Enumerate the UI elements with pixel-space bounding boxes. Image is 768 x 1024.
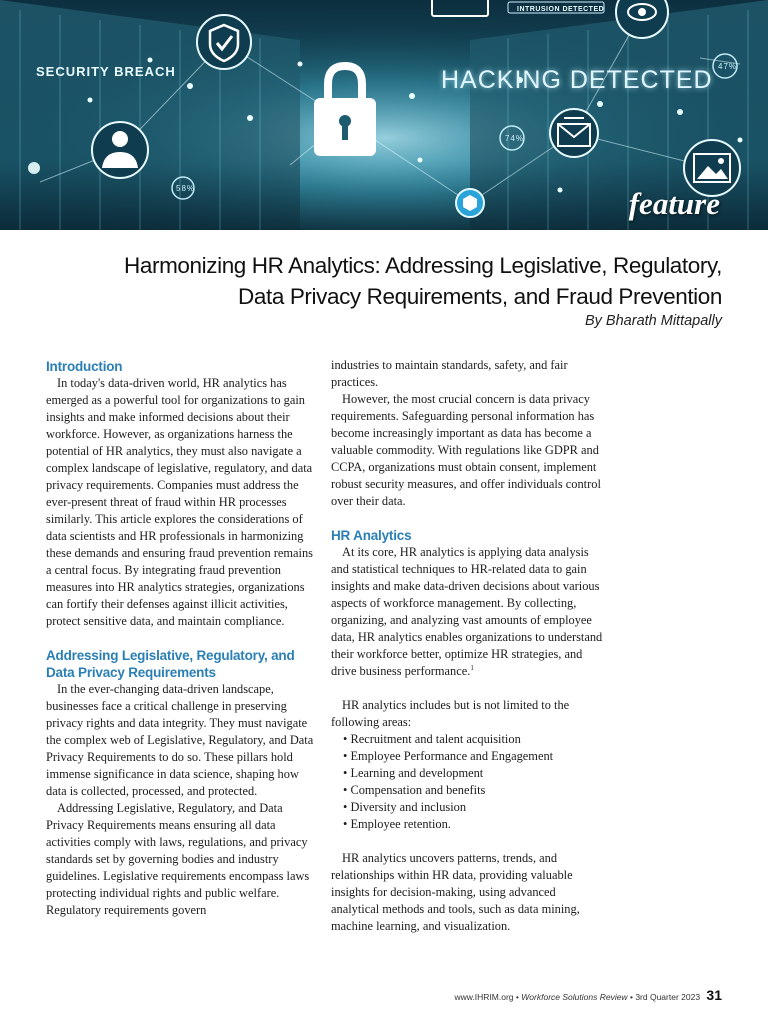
body-paragraph: However, the most crucial concern is data privacy requirements. Safeguarding personal information has become increasingly important as data has become a valuable commodity. With regulations like GDPR and CCPA, organizations must obtain consent, implement robust security measures, and offer individuals control over their data. xyxy=(331,392,601,508)
user-icon xyxy=(92,122,148,178)
article-byline: By Bharath Mittapally xyxy=(584,313,722,329)
section-label: feature xyxy=(628,186,720,221)
list-item: • Recruitment and talent acquisition xyxy=(343,731,606,748)
right-column xyxy=(331,357,606,935)
page-footer xyxy=(455,987,723,1003)
body-paragraph: Addressing Legislative, Regulatory, and Data Privacy Requirements means ensuring all data activities comply with laws, regulations, and privacy standards set by governing bodies and industry guidelines. Legislative requirements encompass laws protecting individual rights and public welfare. Regulatory requirements govern xyxy=(46,801,310,917)
intrusion-detected-label: INTRUSION DETECTED xyxy=(517,6,605,13)
footer-bullet: • xyxy=(629,992,633,1002)
section-heading-introduction: Introduction xyxy=(46,359,123,374)
list-item: • Diversity and inclusion xyxy=(343,799,606,816)
article-title-line: Harmonizing HR Analytics: Addressing Legislative, Regulatory, xyxy=(124,253,722,278)
body-paragraph: In the ever-changing data-driven landscape, businesses face a critical challenge in preserving privacy rights and data integrity. They must navigate the complex web of Legislative, Regulatory, and Data Privacy Requirements to do so. These pillars hold immense significance in data science, shaping how data is collected, processed, and protected. xyxy=(46,682,314,798)
shield-icon xyxy=(197,15,251,69)
list-item: • Learning and development xyxy=(343,765,606,782)
footer-bullet: • xyxy=(515,992,519,1002)
footnote-ref: 1 xyxy=(470,663,474,672)
body-paragraph: In today's data-driven world, HR analytics has emerged as a powerful tool for organizations to gain insights and make informed decisions about their workforce. However, as organizations harness the potential of HR analytics, they must also navigate a complex landscape of legislative, regulatory, and data privacy requirements. Companies must address the ever-present threat of fraud within HR processes similarly. This article explores the considerations of data scientists and HR professionals in harmonizing these demands and ensuring fraud prevention remains a central focus. By integrating fraud prevention measures into HR analytics strategies, organizations can fortify their defenses against illicit activities, protect sensitive data, and maintain compliance. xyxy=(46,376,314,628)
body-text: At its core, HR analytics is applying data analysis and statistical techniques to HR-related data to gain insights and make data-driven decisions about various aspects of workforce management. By collecting, organizing, and analyzing vast amounts of employee data, HR analytics enables organizations to understand their workforce better, optimize HR strategies, and drive business performance. xyxy=(331,545,603,678)
security-breach-label: SECURITY BREACH xyxy=(36,64,176,79)
list-item: • Compensation and benefits xyxy=(343,782,606,799)
hacking-detected-label: HACKING DETECTED xyxy=(441,66,713,94)
section-heading-hr-analytics: HR Analytics xyxy=(331,528,412,543)
percent-label: 74% xyxy=(505,134,525,143)
hr-areas-list xyxy=(331,731,606,833)
percent-label: 58% xyxy=(176,184,196,193)
page-number: 31 xyxy=(706,987,722,1003)
body-paragraph xyxy=(331,544,606,680)
percent-label: 47% xyxy=(718,62,738,71)
article-title-line: Data Privacy Requirements, and Fraud Prevention xyxy=(238,284,722,309)
left-column xyxy=(46,358,318,919)
cover-banner-image xyxy=(0,0,768,230)
email-icon xyxy=(550,109,598,157)
list-item: • Employee retention. xyxy=(343,816,606,833)
body-paragraph: HR analytics includes but is not limited to the following areas: xyxy=(331,698,570,729)
article-title xyxy=(42,250,722,312)
body-paragraph: industries to maintain standards, safety, and fair practices. xyxy=(331,358,568,389)
list-item: • Employee Performance and Engagement xyxy=(343,748,606,765)
footer-magazine: Workforce Solutions Review xyxy=(521,992,628,1002)
section-heading-requirements: Addressing Legislative, Regulatory, and Data Privacy Requirements xyxy=(46,648,295,680)
footer-issue: 3rd Quarter 2023 xyxy=(635,992,701,1002)
hexagon-node-icon xyxy=(456,189,484,217)
body-paragraph: HR analytics uncovers patterns, trends, and relationships within HR data, providing valuable insights for decision-making, using advanced analytical methods and tools, such as data mining, machine learning, and visualization. xyxy=(331,851,580,933)
footer-site: www.IHRIM.org xyxy=(454,992,514,1002)
